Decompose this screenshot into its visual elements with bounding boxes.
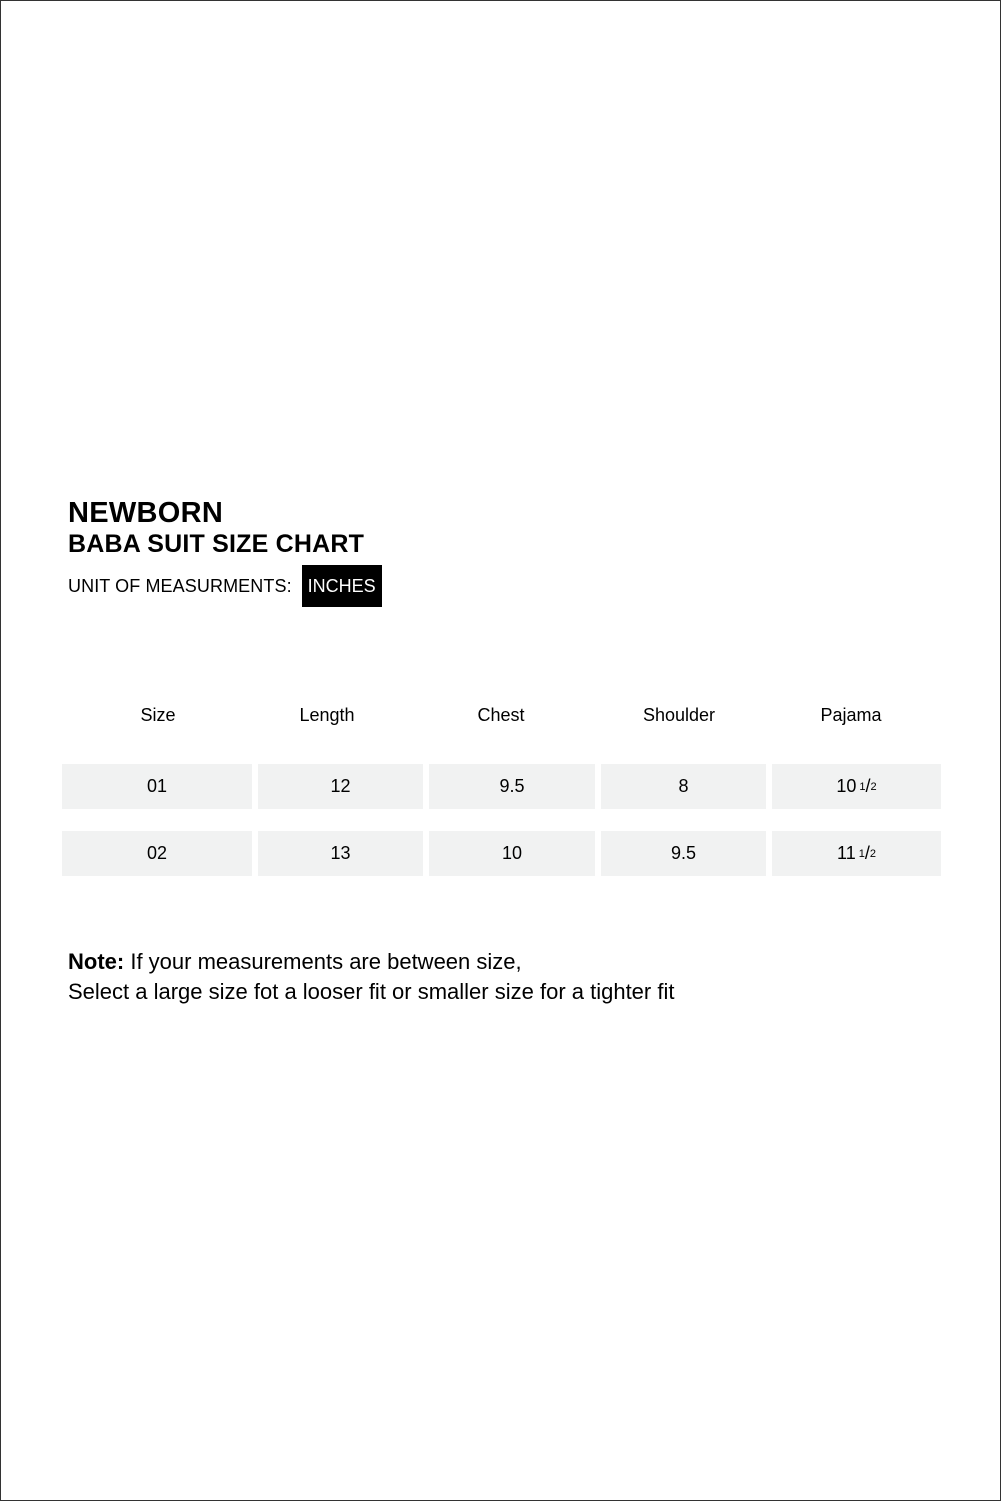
note-label: Note: <box>68 949 125 974</box>
table-cell-shoulder: 9.5 <box>601 831 766 876</box>
table-cell-length: 12 <box>258 764 423 809</box>
column-header-shoulder: Shoulder <box>642 705 716 725</box>
unit-badge: INCHES <box>302 565 382 607</box>
column-header-length: Length <box>299 705 355 725</box>
pajama-fraction-slash: / <box>864 843 870 863</box>
table-cell-shoulder: 8 <box>601 764 766 809</box>
page-subtitle: BABA SUIT SIZE CHART <box>68 530 365 558</box>
pajama-fraction-slash: / <box>865 776 871 796</box>
table-cell-size: 02 <box>62 831 252 876</box>
pajama-whole: 11 <box>837 843 856 863</box>
column-header-size: Size <box>140 705 176 725</box>
table-cell-length: 13 <box>258 831 423 876</box>
table-cell-chest: 9.5 <box>429 764 595 809</box>
note-line-1: If your measurements are between size, <box>124 949 522 974</box>
page-title: NEWBORN <box>68 497 224 529</box>
size-note <box>68 947 674 1007</box>
note-line-2: Select a large size fot a looser fit or smaller size for a tighter fit <box>68 979 675 1004</box>
table-cell-chest: 10 <box>429 831 595 876</box>
unit-row <box>68 565 382 607</box>
table-cell-size: 01 <box>62 764 252 809</box>
column-header-chest: Chest <box>477 705 525 725</box>
pajama-denominator: 2 <box>870 780 877 793</box>
pajama-numerator: 1 <box>858 847 865 860</box>
table-cell-pajama <box>772 831 941 876</box>
column-header-pajama: Pajama <box>820 705 882 725</box>
pajama-numerator: 1 <box>859 780 866 793</box>
table-cell-pajama <box>772 764 941 809</box>
pajama-denominator: 2 <box>869 847 876 860</box>
unit-label: UNIT OF MEASURMENTS: <box>68 575 292 596</box>
pajama-whole: 10 <box>836 776 857 796</box>
